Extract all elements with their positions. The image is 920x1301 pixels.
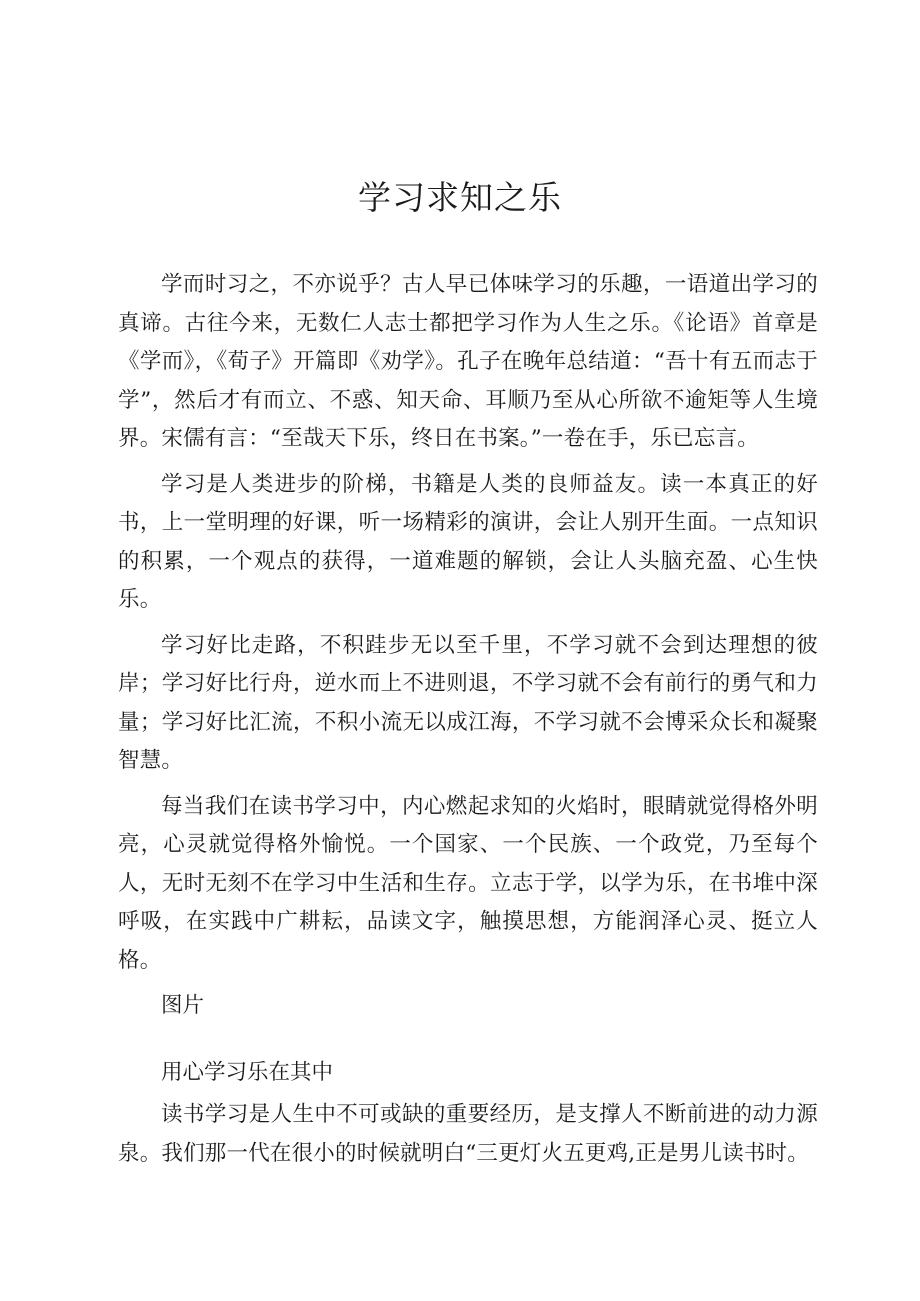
- paragraph-2: 学习是人类进步的阶梯，书籍是人类的良师益友。读一本真正的好书，上一堂明理的好课，听一场精彩的演讲，会让人别开生面。一点知识的积累，一个观点的获得，一道难题的解锁，会让人头脑充盈、心生快乐。: [118, 471, 818, 612]
- paragraph-1: 学而时习之，不亦说乎？古人早已体味学习的乐趣，一语道出学习的真谛。古往今来，无数仁人志士都把学习作为人生之乐。《论语》首章是《学而》，《荀子》开篇即《劝学》。孔子在晚年总结道：“吾十有五而志于学”，然后才有而立、不惑、知天命、耳顺乃至从心所欲不逾矩等人生境界。宋儒有言：“至哉天下乐，终日在书案。”一卷在手，乐已忘言。: [118, 272, 818, 451]
- document-body: [118, 266, 818, 1180]
- paragraph-5: 读书学习是人生中不可或缺的重要经历，是支撑人不断前进的动力源泉。我们那一代在很小的时候就明白“三更灯火五更鸡,正是男儿读书时。: [118, 1102, 818, 1166]
- document-title: 学习求知之乐: [358, 178, 562, 217]
- section-subheading: 用心学习乐在其中: [161, 1059, 334, 1085]
- paragraph-4: 每当我们在读书学习中，内心燃起求知的火焰时，眼睛就觉得格外明亮，心灵就觉得格外愉悦。一个国家、一个民族、一个政党，乃至每个人，无时无刻不在学习中生活和生存。立志于学，以学为乐，在书堆中深呼吸，在实践中广耕耘，品读文字，触摸思想，方能润泽心灵、挺立人格。: [118, 793, 818, 973]
- paragraph-3: 学习好比走路，不积跬步无以至千里，不学习就不会到达理想的彼岸；学习好比行舟，逆水而上不进则退，不学习就不会有前行的勇气和力量；学习好比汇流，不积小流无以成江海，不学习就不会博采众长和凝聚智慧。: [118, 632, 818, 773]
- figure-label: 图片: [161, 993, 205, 1018]
